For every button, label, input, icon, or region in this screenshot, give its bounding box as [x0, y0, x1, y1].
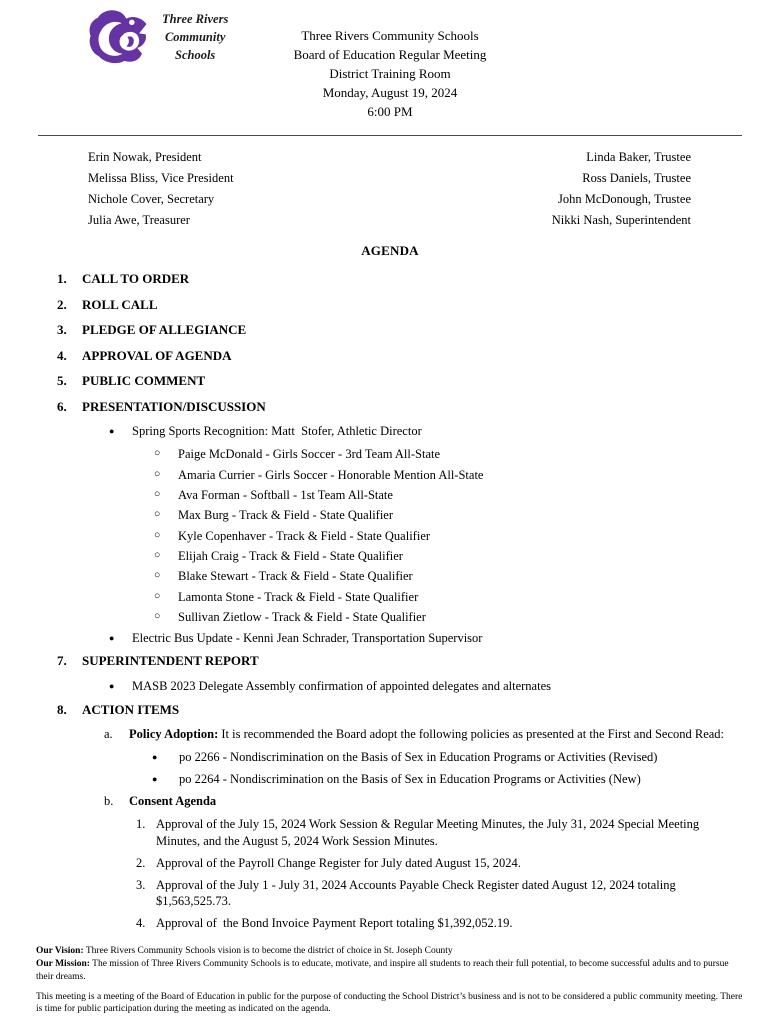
agenda-item-text: Ava Forman - Softball - 1st Team All-State: [178, 487, 393, 502]
agenda-item-text: Blake Stewart - Track & Field - State Qualifier: [178, 569, 413, 584]
list-marker: 8.: [57, 701, 67, 717]
circle-bullet-icon: ○: [154, 550, 161, 562]
officer-entry: Nikki Nash, Superintendent: [551, 213, 691, 227]
officer-entry: Ross Daniels, Trustee: [582, 171, 691, 185]
officer-entry: John McDonough, Trustee: [558, 192, 691, 206]
logo-text-line: Schools: [175, 48, 216, 63]
agenda-item-text: ROLL CALL: [82, 296, 158, 312]
agenda-item: [0, 507, 742, 524]
circle-bullet-icon: ○: [154, 448, 161, 460]
district-logo: [86, 8, 246, 66]
agenda-item-text: MASB 2023 Delegate Assembly confirmation of appointed delegates and alternates: [132, 678, 551, 693]
list-marker: 5.: [57, 373, 67, 389]
wildcat-logo-icon: [86, 8, 152, 66]
circle-bullet-icon: ○: [154, 570, 161, 582]
board-roster: [0, 136, 780, 231]
circle-bullet-icon: ○: [154, 468, 161, 480]
circle-bullet-icon: ○: [154, 488, 161, 500]
agenda-item-text: PLEDGE OF ALLEGIANCE: [82, 322, 247, 338]
agenda-item-text: CALL TO ORDER: [82, 271, 190, 286]
agenda-item-text: Approval of the Payroll Change Register for July dated August 15, 2024.: [156, 855, 521, 870]
agenda-item: [0, 609, 742, 626]
agenda-item: [0, 528, 742, 545]
list-marker: 4.: [136, 916, 146, 931]
logo-text-line: Three Rivers: [162, 11, 229, 26]
agenda-item: [0, 877, 742, 911]
agenda-item-text: Approval of the July 1 - July 31, 2024 Accounts Payable Check Register dated August 12, 2024 totaling $1,563,525.73.: [156, 877, 679, 909]
agenda-item-text: po 2266 - Nondiscrimination on the Basis of Sex in Education Programs or Activities (Revised): [179, 750, 658, 765]
agenda-item: [0, 321, 742, 339]
meeting-date: Monday, August 19, 2024: [322, 85, 458, 100]
list-marker: 1.: [136, 816, 146, 831]
agenda-item-text: SUPERINTENDENT REPORT: [82, 653, 259, 669]
list-marker: 6.: [57, 398, 67, 414]
agenda-item: [0, 589, 742, 606]
agenda-item: [0, 296, 742, 314]
circle-bullet-icon: ○: [154, 509, 161, 521]
agenda-item: [0, 446, 742, 463]
officer-entry: Melissa Bliss, Vice President: [88, 171, 234, 185]
meeting-location: District Training Room: [329, 66, 451, 81]
agenda-item: [0, 487, 742, 504]
agenda-item: [0, 548, 742, 565]
agenda-item: [0, 678, 742, 695]
logo-text-line: Community: [164, 29, 226, 44]
meeting-type: Board of Education Regular Meeting: [293, 47, 487, 62]
document-header: [0, 0, 780, 121]
mission-label: Our Mission:: [36, 959, 90, 970]
list-marker: a.: [104, 727, 113, 742]
vision-statement: [36, 945, 746, 958]
circle-bullet-icon: ○: [154, 611, 161, 623]
agenda-item: [0, 423, 742, 440]
board-roster-left: [88, 147, 234, 231]
agenda-item: [0, 771, 742, 788]
bullet-icon: ●: [109, 632, 115, 643]
agenda-item: [0, 749, 742, 766]
agenda-item-text: Max Burg - Track & Field - State Qualifier: [178, 508, 394, 523]
bullet-icon: ●: [109, 426, 115, 437]
agenda-item: [0, 793, 742, 810]
agenda-item-text: Amaria Currier - Girls Soccer - Honorable Mention All-State: [178, 467, 484, 482]
agenda-item: [0, 726, 742, 743]
agenda-item-text: Consent Agenda: [129, 794, 217, 808]
list-marker: 3.: [136, 877, 146, 892]
agenda-item-text: po 2264 - Nondiscrimination on the Basis of Sex in Education Programs or Activities (New): [179, 772, 641, 787]
list-marker: b.: [104, 794, 114, 808]
officer-entry: Linda Baker, Trustee: [586, 150, 691, 164]
list-marker: 2.: [136, 855, 146, 870]
circle-bullet-icon: ○: [154, 590, 161, 602]
vision-text: Three Rivers Community Schools vision is to become the district of choice in St. Joseph County: [83, 946, 453, 957]
agenda-item-text: Approval of the Bond Invoice Payment Report totaling $1,392,052.19.: [156, 916, 513, 931]
vision-label: Our Vision:: [36, 946, 84, 957]
agenda-item: [0, 398, 742, 416]
agenda-item: [0, 347, 742, 365]
officer-entry: Julia Awe, Treasurer: [88, 213, 190, 227]
board-roster-right: [552, 147, 691, 231]
officer-entry: Erin Nowak, President: [88, 150, 202, 164]
agenda-list: [0, 270, 780, 937]
agenda-item-text: PUBLIC COMMENT: [82, 373, 206, 389]
list-marker: 2.: [57, 296, 67, 312]
agenda-item-text: Sullivan Zietlow - Track & Field - State Qualifier: [178, 610, 426, 625]
agenda-item-text: Electric Bus Update - Kenni Jean Schrader, Transportation Supervisor: [132, 630, 483, 645]
meeting-time: 6:00 PM: [367, 104, 413, 119]
circle-bullet-icon: ○: [154, 529, 161, 541]
bullet-icon: ●: [152, 774, 158, 785]
meeting-note: This meeting is a meeting of the Board of Education in public for the purpose of conducting the School District’s business and is not to be considered a public community meeting. There is time for public participation during the meeting as indicated on the agenda.: [36, 991, 743, 1015]
list-marker: 1.: [57, 271, 67, 286]
agenda-item-text: Approval of the July 15, 2024 Work Session & Regular Meeting Minutes, the July 31, 2024 Special Meeting Minutes, and the August 5, 2024 Work Session Minutes.: [156, 816, 703, 848]
list-marker: 4.: [57, 347, 67, 363]
list-marker: 7.: [57, 653, 67, 669]
agenda-item-text: APPROVAL OF AGENDA: [82, 347, 232, 363]
agenda-item-text: Elijah Craig - Track & Field - State Qualifier: [178, 549, 403, 564]
agenda-item: [0, 630, 742, 647]
agenda-item-text: Kyle Copenhaver - Track & Field - State Qualifier: [178, 528, 431, 543]
document-footer: [0, 945, 780, 1024]
agenda-item: [0, 915, 742, 932]
list-marker: 3.: [57, 322, 67, 338]
agenda-item-text: PRESENTATION/DISCUSSION: [82, 398, 266, 414]
agenda-item-text: Paige McDonald - Girls Soccer - 3rd Team All-State: [178, 447, 441, 462]
agenda-item: [0, 568, 742, 585]
agenda-item: [0, 270, 742, 288]
agenda-item: [0, 652, 742, 670]
agenda-item-text: Policy Adoption: It is recommended the Board adopt the following policies as presented at the First and Second Read:: [129, 727, 725, 742]
agenda-heading: AGENDA: [361, 243, 419, 258]
logo-text: [162, 10, 228, 64]
agenda-item-text: ACTION ITEMS: [82, 701, 180, 717]
agenda-item: [0, 467, 742, 484]
mission-statement: [36, 958, 746, 983]
agenda-item-text: Lamonta Stone - Track & Field - State Qualifier: [178, 589, 419, 604]
officer-entry: Nichole Cover, Secretary: [88, 192, 215, 206]
agenda-item: [0, 701, 742, 719]
bullet-icon: ●: [152, 752, 158, 763]
mission-text: The mission of Three Rivers Community Schools is to educate, motivate, and inspire all students to reach their full potential, to become successful adults and to pursue their dreams.: [36, 959, 729, 982]
bullet-icon: ●: [109, 680, 115, 691]
district-name: Three Rivers Community Schools: [301, 28, 479, 43]
agenda-item: [0, 855, 742, 872]
agenda-item: [0, 816, 742, 850]
agenda-item-text: Spring Sports Recognition: Matt Stofer, Athletic Director: [132, 424, 422, 439]
agenda-item: [0, 372, 742, 390]
